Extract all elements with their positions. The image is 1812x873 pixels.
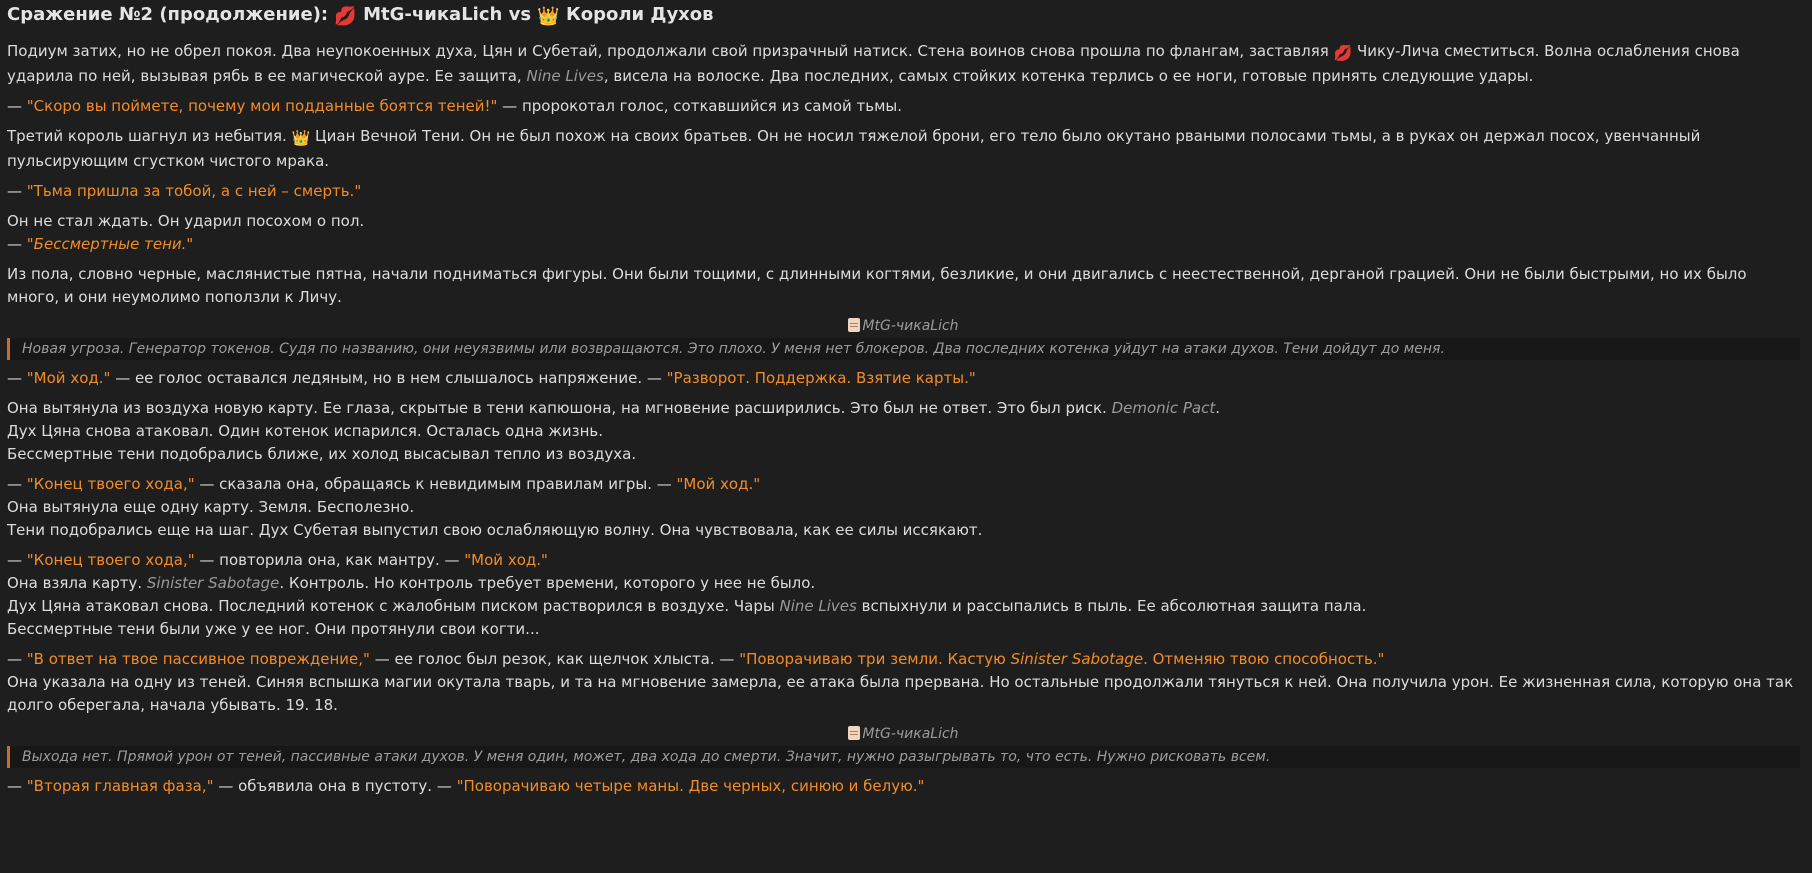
- quote: "Конец твоего хода,": [26, 551, 195, 569]
- quote: "Разворот. Поддержка. Взятие карты.": [666, 369, 976, 387]
- paragraph: Она вытянула из воздуха новую карту. Ее глаза, скрытые в тени капюшона, на мгновение расширились. Это был не ответ. Это был риск. Demonic Pact.: [7, 399, 1220, 417]
- quote: "Тьма пришла за тобой, а с ней – смерть.": [26, 182, 362, 200]
- crown-icon: 👑: [537, 6, 560, 27]
- title-opponent: Короли Духов: [566, 4, 714, 25]
- speaker-label: MtG-чикаLich: [7, 724, 1800, 744]
- dialogue-line: — "Скоро вы поймете, почему мои подданные боятся теней!" — пророкотал голос, сотκавшийся из самой тьмы.: [7, 97, 903, 115]
- title-prefix: Сражение №2 (продолжение):: [7, 4, 335, 25]
- paragraph: Он не стал ждать. Он ударил посохом о пол.: [7, 212, 365, 230]
- battle-title: [7, 2, 1800, 30]
- quote: "Скоро вы поймете, почему мои подданные боятся теней!": [26, 97, 498, 115]
- quote: "Конец твоего хода,": [26, 475, 195, 493]
- paragraph: Третий король шагнул из небытия. 👑 Циан Вечной Тени. Он не был похож на своих братьев. Он не носил тяжелой брони, его тело было окутано рваными полосами тьмы, а в руках он держал посох, увенчанный пульсирующим сгустком чистого мрака.: [7, 127, 1701, 170]
- quote: "Мой ход.": [676, 475, 761, 493]
- quote: "Мой ход.": [26, 369, 111, 387]
- dialogue-line: — "Конец твоего хода," — сказала она, обращаясь к невидимым правилам игры. — "Мой ход.": [7, 475, 761, 493]
- inner-thought-quote: Новая угроза. Генератор токенов. Судя по названию, они неуязвимы или возвращаются. Это плохо. У меня нет блокеров. Два последних котенка уйдут на атаки духов. Тени дойдут до меня.: [7, 338, 1800, 360]
- crown-icon: 👑: [291, 129, 311, 147]
- scroll-icon: [848, 726, 860, 740]
- lips-icon: 💋: [334, 6, 357, 27]
- paragraph: Она указала на одну из теней. Синяя вспышка магии окутала тварь, и та на мгновение замерла, ее атака была прервана. Но остальные продолжали тянуться к ней. Она получила урон. Ее жизненная сила, которую она так долго оберегала, начала убывать. 19. 18.: [7, 673, 1794, 714]
- title-player: MtG-чикаLich vs: [363, 4, 538, 25]
- quote: "Бессмертные тени.": [26, 235, 194, 253]
- paragraph: Бессмертные тени были уже у ее ног. Они протянули свои когти...: [7, 620, 540, 638]
- paragraph: Из пола, словно черные, маслянистые пятна, начали подниматься фигуры. Они были тощими, с длинными когтями, безликие, и они двигались с неестественной, дерганой грацией. Они не были быстрыми, но их было много, и они неумолимо поползли к Личу.: [7, 265, 1747, 306]
- quote: "Поворачиваю три земли. Кастую Sinister Sabotage. Отменяю твою способность.": [739, 650, 1385, 668]
- quote: "Поворачиваю четыре маны. Две черных, синюю и белую.": [456, 777, 925, 795]
- quote: "Вторая главная фаза,": [26, 777, 214, 795]
- paragraph: Бессмертные тени подобрались ближе, их холод высасывал тепло из воздуха.: [7, 445, 637, 463]
- paragraph: Тени подобрались еще на шаг. Дух Субетая выпустил свою ослабляющую волну. Она чувствовала, как ее силы иссякают.: [7, 521, 983, 539]
- card-name: Sinister Sabotage: [146, 574, 280, 592]
- speaker-label: MtG-чикаLich: [7, 316, 1800, 336]
- lips-icon: 💋: [1333, 44, 1353, 62]
- card-name: Nine Lives: [779, 597, 857, 615]
- dialogue-line: — "Мой ход." — ее голос оставался ледяным, но в нем слышалось напряжение. — "Разворот. Поддержка. Взятие карты.": [7, 369, 976, 387]
- dialogue-line: — "Вторая главная фаза," — объявила она в пустоту. — "Поворачиваю четыре маны. Две черных, синюю и белую.": [7, 777, 925, 795]
- card-name: Sinister Sabotage: [1010, 650, 1144, 668]
- card-name: Demonic Pact: [1111, 399, 1216, 417]
- dialogue-line: — "Тьма пришла за тобой, а с ней – смерть.": [7, 182, 362, 200]
- quote: "Мой ход.": [464, 551, 548, 569]
- dialogue-line: — "Конец твоего хода," — повторила она, как мантру. — "Мой ход.": [7, 551, 548, 569]
- inner-thought-quote: Выхода нет. Прямой урон от теней, пассивные атаки духов. У меня один, может, два хода до смерти. Значит, нужно разыгрывать то, что есть. Нужно рисковать всем.: [7, 746, 1800, 768]
- quote: "В ответ на твое пассивное повреждение,": [26, 650, 370, 668]
- paragraph: Дух Цяна атаковал снова. Последний котенок с жалобным писком растворился в воздухе. Чары Nine Lives вспыхнули и рассыпались в пыль. Ее абсолютная защита пала.: [7, 597, 1367, 615]
- dialogue-line: — "В ответ на твое пассивное повреждение," — ее голос был резок, как щелчок хлыста. — "Поворачиваю три земли. Кастую Sinister Sabotage. Отменяю твою способность.": [7, 650, 1385, 668]
- scroll-icon: [848, 318, 860, 332]
- card-name: Nine Lives: [526, 67, 604, 85]
- paragraph: Она взяла карту. Sinister Sabotage. Контроль. Но контроль требует времени, которого у нее не было.: [7, 574, 816, 592]
- dialogue-line: — "Бессмертные тени.": [7, 235, 194, 253]
- paragraph: Подиум затих, но не обрел покоя. Два неупокоенных духа, Цян и Субетай, продолжали свой призрачный натиск. Стена воинов снова прошла по флангам, заставляя 💋 Чику-Лича сместиться. Волна ослабления снова ударила по ней, вызывая рябь в ее магической ауре. Ее защита, Nine Lives, висела на волоске. Два последних, самых стойких котенка терлись о ее ноги, готовые принять следующие удары.: [7, 42, 1740, 85]
- paragraph: Дух Цяна снова атаковал. Один котенок испарился. Осталась одна жизнь.: [7, 422, 603, 440]
- paragraph: Она вытянула еще одну карту. Земля. Бесполезно.: [7, 498, 415, 516]
